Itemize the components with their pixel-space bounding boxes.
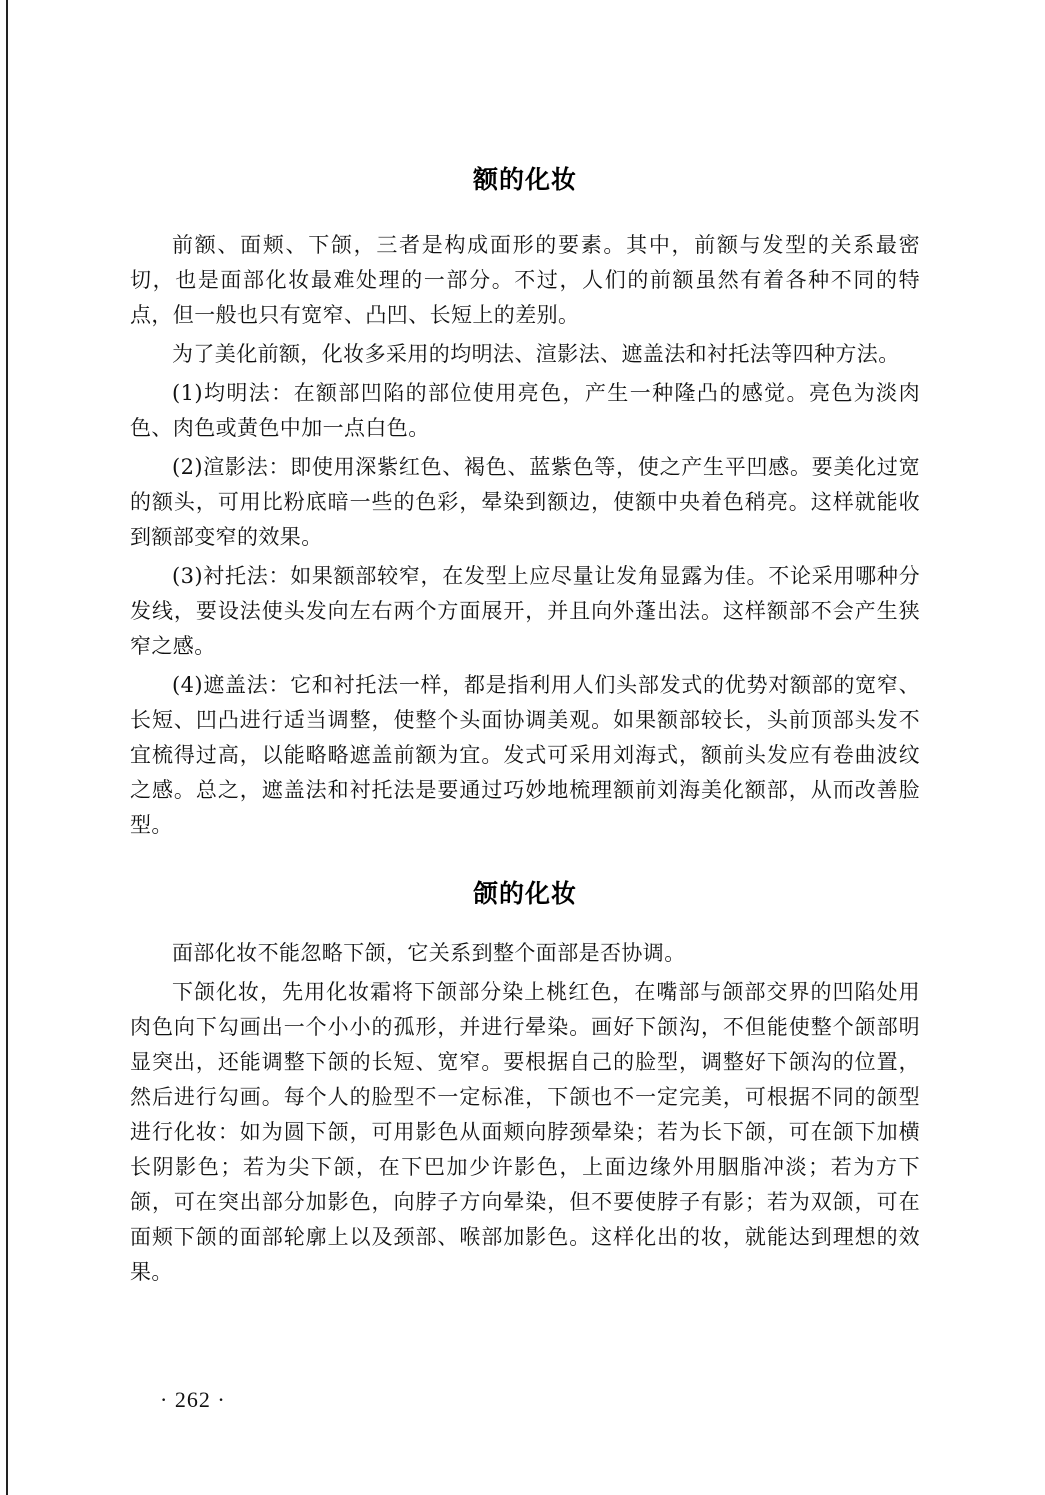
paragraph-contrast-method: (3)衬托法：如果额部较窄，在发型上应尽量让发角显露为佳。不论采用哪种分发线，要设法使头发向左右两个方面展开，并且向外蓬出法。这样额部不会产生狭窄之感。 (130, 564, 920, 658)
paragraph-cover-method: (4)遮盖法：它和衬托法一样，都是指利用人们头部发式的优势对额部的宽窄、长短、凹凸进行适当调整，使整个头面协调美观。如果额部较长，头前顶部头发不宜梳得过高，以能略略遮盖前额为宜。发式可采用刘海式，额前头发应有卷曲波纹之感。总之，遮盖法和衬托法是要通过巧妙地梳理额前刘海美化额部，从而改善脸型。 (130, 673, 920, 837)
page-number: · 262 · (160, 1387, 226, 1412)
paragraph-jaw-technique: 下颌化妆，先用化妆霜将下颌部分染上桃红色，在嘴部与颌部交界的凹陷处用肉色向下勾画出一个小小的孤形，并进行晕染。画好下颌沟，不但能使整个颌部明显突出，还能调整下颌的长短、宽窄。要根据自己的脸型，调整好下颌沟的位置，然后进行勾画。每个人的脸型不一定标准，下颌也不一定完美，可根据不同的颌型进行化妆：如为圆下颌，可用影色从面颊向脖颈晕染；若为长下颌，可在颌下加横长阴影色；若为尖下颌，在下巴加少许影色，上面边缘外用胭脂冲淡；若为方下颌，可在突出部分加影色，向脖子方向晕染，但不要使脖子有影；若为双颌，可在面颊下颌的面部轮廓上以及颈部、喉部加影色。这样化出的妆，就能达到理想的效果。 (130, 980, 920, 1284)
section-forehead-makeup (130, 158, 920, 847)
page-left-edge (6, 0, 8, 1495)
paragraph-forehead-methods: 为了美化前额，化妆多采用的均明法、渲影法、遮盖法和衬托法等四种方法。 (172, 342, 900, 366)
paragraph-shading-method: (2)渲影法：即使用深紫红色、褐色、蓝紫色等，使之产生平凹感。要美化过宽的额头，可用比粉底暗一些的色彩，晕染到额边，使额中央着色稍亮。这样就能收到额部变窄的效果。 (130, 455, 920, 549)
paragraph-jaw-intro: 面部化妆不能忽略下颌，它关系到整个面部是否协调。 (172, 941, 686, 965)
section-title-jaw: 颌的化妆 (472, 879, 577, 908)
section-jaw-makeup (130, 872, 920, 1294)
paragraph-forehead-intro: 前额、面颊、下颌，三者是构成面形的要素。其中，前额与发型的关系最密切，也是面部化妆最难处理的一部分。不过，人们的前额虽然有着各种不同的特点，但一般也只有宽窄、凸凹、长短上的差别。 (130, 233, 920, 327)
section-title-forehead: 额的化妆 (472, 165, 577, 194)
paragraph-highlight-method: (1)均明法：在额部凹陷的部位使用亮色，产生一种隆凸的感觉。亮色为淡肉色、肉色或黄色中加一点白色。 (130, 381, 920, 440)
